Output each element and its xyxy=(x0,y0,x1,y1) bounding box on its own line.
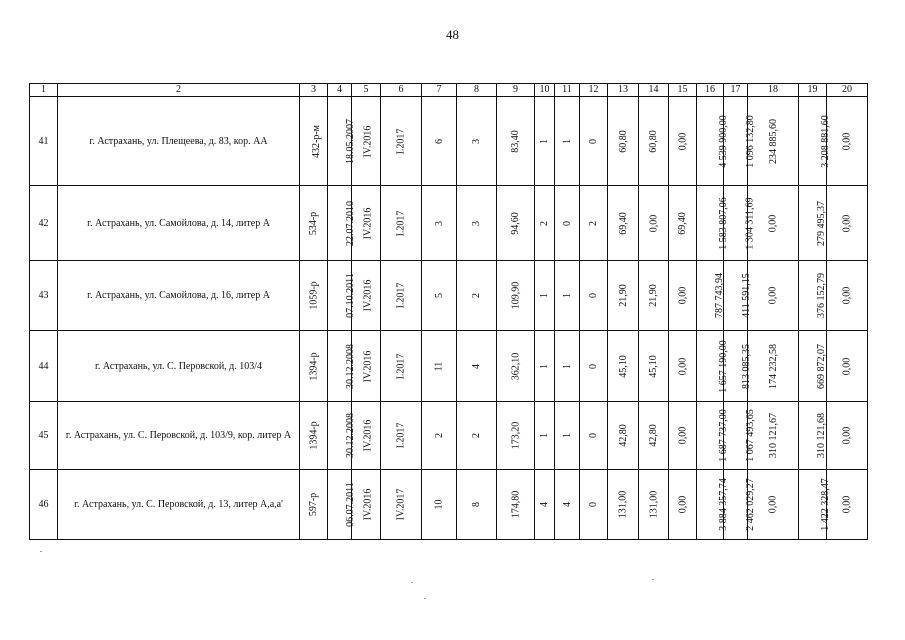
cell-col-11 xyxy=(555,186,580,261)
col-header-20: 20 xyxy=(827,84,868,97)
cell-value: 1 657 190,00 xyxy=(717,339,729,393)
cell-value: 83,40 xyxy=(510,129,521,153)
cell-value: I.2017 xyxy=(395,210,407,236)
cell-col-8 xyxy=(457,186,497,261)
cell-value: 0 xyxy=(588,138,599,144)
cell-col-20 xyxy=(827,97,868,186)
cell-value: IV.2016 xyxy=(362,488,374,521)
cell-value: 173,20 xyxy=(510,421,521,450)
cell-col-8 xyxy=(457,261,497,331)
cell-value: 174 232,58 xyxy=(767,343,779,389)
cell-value: 813 085,35 xyxy=(741,343,752,389)
cell-value: 787 743,94 xyxy=(714,273,725,318)
cell-col-14 xyxy=(639,97,669,186)
cell-value: IV.2017 xyxy=(395,488,407,521)
cell-value: 1 xyxy=(539,293,550,298)
cell-value: 279 495,37 xyxy=(816,200,827,246)
cell-col-7 xyxy=(422,470,457,540)
col-header-16: 16 xyxy=(697,84,724,97)
cell-value: 4 xyxy=(561,502,573,507)
cell-value: 2 xyxy=(539,220,550,226)
cell-value: 2 xyxy=(471,433,482,438)
cell-value: 45,10 xyxy=(617,354,629,378)
col-header-2: 2 xyxy=(58,84,300,97)
cell-col-13 xyxy=(608,261,639,331)
cell-col-19 xyxy=(799,331,827,402)
col-header-10: 10 xyxy=(535,84,555,97)
cell-col-10 xyxy=(535,470,555,540)
cell-col-19 xyxy=(799,402,827,470)
cell-value: 0 xyxy=(588,363,599,369)
cell-col-16 xyxy=(697,97,729,186)
col-header-18: 18 xyxy=(748,84,799,97)
cell-col-12 xyxy=(580,261,608,331)
cell-value: 2 xyxy=(588,220,599,226)
cell-value: 1 xyxy=(539,138,550,144)
row-number: 43 xyxy=(30,261,58,331)
cell-value: 0,00 xyxy=(841,357,853,375)
cell-value: 3 xyxy=(471,138,482,144)
cell-value: 597-р xyxy=(308,492,319,517)
cell-col-9 xyxy=(497,470,535,540)
cell-value: 3 884 357,74 xyxy=(717,478,729,531)
housing-register-table xyxy=(29,83,868,540)
cell-col-11 xyxy=(555,261,580,331)
table-row xyxy=(30,470,868,540)
cell-col-11 xyxy=(555,402,580,470)
row-number: 46 xyxy=(30,470,58,540)
cell-value: 0,00 xyxy=(677,426,688,445)
cell-col-4 xyxy=(328,186,356,261)
cell-col-3 xyxy=(300,186,328,261)
cell-col-11 xyxy=(555,470,580,540)
cell-col-15 xyxy=(669,97,697,186)
row-number: 42 xyxy=(30,186,58,261)
cell-col-16 xyxy=(697,402,729,470)
address-cell: г. Астрахань, ул. С. Перовской, д. 103/4 xyxy=(58,331,300,402)
cell-col-8 xyxy=(457,402,497,470)
col-header-11: 11 xyxy=(555,84,580,97)
cell-value: 18.05.2007 xyxy=(345,118,356,164)
cell-col-4 xyxy=(328,402,356,470)
cell-col-17 xyxy=(724,261,752,331)
cell-col-6 xyxy=(381,186,422,261)
cell-value: 69,40 xyxy=(617,211,629,235)
cell-col-13 xyxy=(608,402,639,470)
cell-value: 4 xyxy=(539,502,550,507)
cell-col-6 xyxy=(381,97,422,186)
col-header-14: 14 xyxy=(639,84,669,97)
scan-speck xyxy=(652,579,654,580)
cell-col-14 xyxy=(639,261,669,331)
cell-value: 1 422 328,47 xyxy=(819,478,831,531)
cell-value: 3 xyxy=(433,220,445,226)
cell-col-12 xyxy=(580,470,608,540)
cell-value: 1 xyxy=(561,293,573,298)
cell-col-3 xyxy=(300,261,328,331)
cell-value: 2 xyxy=(433,433,445,438)
cell-col-12 xyxy=(580,402,608,470)
cell-value: 11 xyxy=(433,361,445,371)
cell-value: IV.2016 xyxy=(362,419,374,452)
cell-col-14 xyxy=(639,470,669,540)
cell-col-7 xyxy=(422,331,457,402)
cell-col-15 xyxy=(669,186,697,261)
cell-col-16 xyxy=(697,261,724,331)
cell-col-5 xyxy=(352,261,381,331)
cell-col-3 xyxy=(300,97,328,186)
cell-value: 45,10 xyxy=(648,354,659,378)
cell-value: 06.07.2011 xyxy=(344,482,356,527)
cell-value: 22.07.2010 xyxy=(345,200,356,246)
cell-col-3 xyxy=(300,331,328,402)
scan-speck xyxy=(411,582,413,583)
col-header-3: 3 xyxy=(300,84,328,97)
cell-col-9 xyxy=(497,331,535,402)
cell-value: 8 xyxy=(471,502,482,507)
col-header-9: 9 xyxy=(497,84,535,97)
cell-value: 30.12.2008 xyxy=(345,343,356,389)
cell-col-7 xyxy=(422,97,457,186)
cell-col-15 xyxy=(669,402,697,470)
cell-col-20 xyxy=(827,470,868,540)
cell-col-15 xyxy=(669,261,697,331)
col-header-7: 7 xyxy=(422,84,457,97)
cell-col-5 xyxy=(352,470,381,540)
cell-value: 1394-р xyxy=(308,421,320,450)
table-row xyxy=(30,186,868,261)
cell-value: 534-р xyxy=(308,211,319,235)
cell-value: 1 096 132,80 xyxy=(744,114,756,168)
cell-col-15 xyxy=(669,331,697,402)
cell-value: 1 583 807,06 xyxy=(717,196,729,250)
scan-speck xyxy=(424,598,426,599)
cell-value: 109,90 xyxy=(510,281,521,310)
cell-col-4 xyxy=(328,261,356,331)
cell-col-6 xyxy=(381,470,422,540)
cell-value: 1394-р xyxy=(308,351,320,381)
cell-col-9 xyxy=(497,261,535,331)
cell-col-10 xyxy=(535,331,555,402)
col-header-17: 17 xyxy=(724,84,748,97)
cell-col-3 xyxy=(300,470,328,540)
cell-col-9 xyxy=(497,186,535,261)
cell-col-8 xyxy=(457,331,497,402)
cell-value: IV.2016 xyxy=(362,207,374,239)
cell-value: 1 xyxy=(561,138,573,144)
cell-col-11 xyxy=(555,331,580,402)
cell-value: 310 121,67 xyxy=(767,413,779,458)
cell-value: I.2017 xyxy=(395,282,407,309)
cell-value: 1 687 737,00 xyxy=(717,409,729,462)
table-row xyxy=(30,261,868,331)
cell-col-14 xyxy=(639,331,669,402)
cell-col-8 xyxy=(457,470,497,540)
table-body xyxy=(30,84,868,540)
col-header-15: 15 xyxy=(669,84,697,97)
cell-col-9 xyxy=(497,97,535,186)
cell-value: 411 591,15 xyxy=(740,273,752,318)
cell-col-14 xyxy=(639,186,669,261)
cell-col-12 xyxy=(580,186,608,261)
cell-value: 0,00 xyxy=(677,357,688,375)
cell-value: 0,00 xyxy=(841,286,853,305)
address-cell: г. Астрахань, ул. С. Перовской, д. 13, литер А,а,а' xyxy=(58,470,300,540)
col-header-5: 5 xyxy=(352,84,381,97)
col-header-8: 8 xyxy=(457,84,497,97)
cell-col-19 xyxy=(799,470,831,540)
cell-col-19 xyxy=(799,97,831,186)
cell-col-6 xyxy=(381,261,422,331)
cell-col-9 xyxy=(497,402,535,470)
cell-value: 1 304 311,69 xyxy=(744,196,756,250)
cell-value: 69,40 xyxy=(677,211,688,235)
cell-value: IV.2016 xyxy=(362,350,374,382)
cell-value: 42,80 xyxy=(648,424,659,447)
cell-value: 174,80 xyxy=(510,490,521,519)
cell-value: 6 xyxy=(433,138,445,144)
cell-value: 60,80 xyxy=(648,129,659,153)
address-cell: г. Астрахань, ул. Плещеева, д. 83, кор. АА xyxy=(58,97,300,186)
cell-value: 362,10 xyxy=(510,352,521,380)
table-row xyxy=(30,331,868,402)
col-header-19: 19 xyxy=(799,84,827,97)
cell-col-20 xyxy=(827,402,868,470)
cell-col-19 xyxy=(799,186,827,261)
cell-col-6 xyxy=(381,402,422,470)
header-row xyxy=(30,84,868,97)
col-header-12: 12 xyxy=(580,84,608,97)
cell-col-18 xyxy=(748,331,799,402)
cell-value: 10 xyxy=(433,499,445,510)
cell-value: 0,00 xyxy=(677,286,688,305)
address-cell: г. Астрахань, ул. Самойлова, д. 16, литер А xyxy=(58,261,300,331)
cell-value: 5 xyxy=(433,293,445,298)
cell-value: 1059-р xyxy=(308,281,320,310)
cell-value: 669 872,07 xyxy=(816,343,827,389)
cell-col-16 xyxy=(697,186,729,261)
cell-value: 0,00 xyxy=(841,214,853,232)
cell-value: 0,00 xyxy=(841,495,853,514)
cell-value: 1 xyxy=(539,363,550,369)
cell-value: 4 xyxy=(471,363,482,369)
address-cell: г. Астрахань, ул. С. Перовской, д. 103/9, кор. литер А xyxy=(58,402,300,470)
cell-value: 234 885,60 xyxy=(767,118,779,164)
cell-col-10 xyxy=(535,402,555,470)
cell-value: 310 121,68 xyxy=(816,413,827,458)
cell-value: 0,00 xyxy=(767,495,779,514)
row-number: 45 xyxy=(30,402,58,470)
cell-value: 21,90 xyxy=(648,284,659,307)
cell-value: 3 208 881,60 xyxy=(819,114,831,168)
cell-value: 21,90 xyxy=(617,284,629,307)
cell-value: 0,00 xyxy=(767,286,779,305)
cell-col-13 xyxy=(608,97,639,186)
cell-value: 1 xyxy=(561,433,573,438)
cell-col-3 xyxy=(300,402,328,470)
cell-col-10 xyxy=(535,261,555,331)
table-row xyxy=(30,97,868,186)
col-header-6: 6 xyxy=(381,84,422,97)
cell-value: IV.2016 xyxy=(362,279,374,312)
cell-value: 94,60 xyxy=(510,211,521,235)
cell-col-15 xyxy=(669,470,697,540)
cell-value: IV.2016 xyxy=(362,125,374,157)
cell-value: 1 xyxy=(539,433,550,438)
cell-value: 376 152,79 xyxy=(816,273,827,318)
cell-col-7 xyxy=(422,186,457,261)
cell-col-4 xyxy=(328,331,356,402)
cell-value: 0 xyxy=(561,220,573,226)
col-header-1: 1 xyxy=(30,84,58,97)
table-row xyxy=(30,402,868,470)
cell-col-6 xyxy=(381,331,422,402)
scan-speck xyxy=(40,551,42,552)
cell-value: I.2017 xyxy=(395,422,407,449)
cell-value: 0,00 xyxy=(677,495,688,514)
cell-col-16 xyxy=(697,470,729,540)
cell-value: I.2017 xyxy=(395,353,407,379)
cell-value: 4 539 900,00 xyxy=(717,114,729,168)
cell-value: 60,80 xyxy=(617,129,629,153)
row-number: 44 xyxy=(30,331,58,402)
cell-col-20 xyxy=(827,331,868,402)
cell-col-4 xyxy=(328,470,356,540)
cell-value: 131,00 xyxy=(648,490,659,519)
cell-col-19 xyxy=(799,261,827,331)
cell-value: 2 462 029,27 xyxy=(744,478,756,531)
cell-value: 2 xyxy=(471,293,482,298)
cell-col-13 xyxy=(608,470,639,540)
col-header-13: 13 xyxy=(608,84,639,97)
cell-value: 3 xyxy=(471,220,482,226)
cell-value: 131,00 xyxy=(617,490,629,519)
cell-col-10 xyxy=(535,186,555,261)
cell-value: 0,00 xyxy=(841,426,853,445)
cell-col-12 xyxy=(580,97,608,186)
cell-value: 42,80 xyxy=(617,424,629,447)
address-cell: г. Астрахань, ул. Самойлова, д. 14, литер А xyxy=(58,186,300,261)
cell-col-14 xyxy=(639,402,669,470)
cell-col-13 xyxy=(608,186,639,261)
cell-col-11 xyxy=(555,97,580,186)
cell-value: 432-р-м xyxy=(311,124,322,158)
cell-col-13 xyxy=(608,331,639,402)
cell-col-4 xyxy=(328,97,356,186)
cell-col-7 xyxy=(422,402,457,470)
cell-col-16 xyxy=(697,331,729,402)
cell-value: 0,00 xyxy=(841,132,853,150)
cell-col-20 xyxy=(827,186,868,261)
cell-value: 1 xyxy=(561,363,573,369)
cell-value: 07.10.2011 xyxy=(344,273,356,318)
cell-col-20 xyxy=(827,261,868,331)
col-header-4: 4 xyxy=(328,84,352,97)
cell-value: 0 xyxy=(588,293,599,298)
cell-col-10 xyxy=(535,97,555,186)
cell-value: I.2017 xyxy=(395,128,407,154)
page-number: 48 xyxy=(446,27,459,42)
cell-value: 0,00 xyxy=(677,132,688,150)
cell-col-18 xyxy=(748,261,799,331)
cell-value: 1 067 493,65 xyxy=(744,409,756,462)
cell-value: 0,00 xyxy=(648,214,659,232)
cell-value: 0,00 xyxy=(767,214,779,232)
cell-col-7 xyxy=(422,261,457,331)
cell-value: 0 xyxy=(588,433,599,438)
cell-value: 30.12.2008 xyxy=(345,413,356,458)
row-number: 41 xyxy=(30,97,58,186)
cell-col-8 xyxy=(457,97,497,186)
cell-col-12 xyxy=(580,331,608,402)
cell-value: 0 xyxy=(588,502,599,507)
